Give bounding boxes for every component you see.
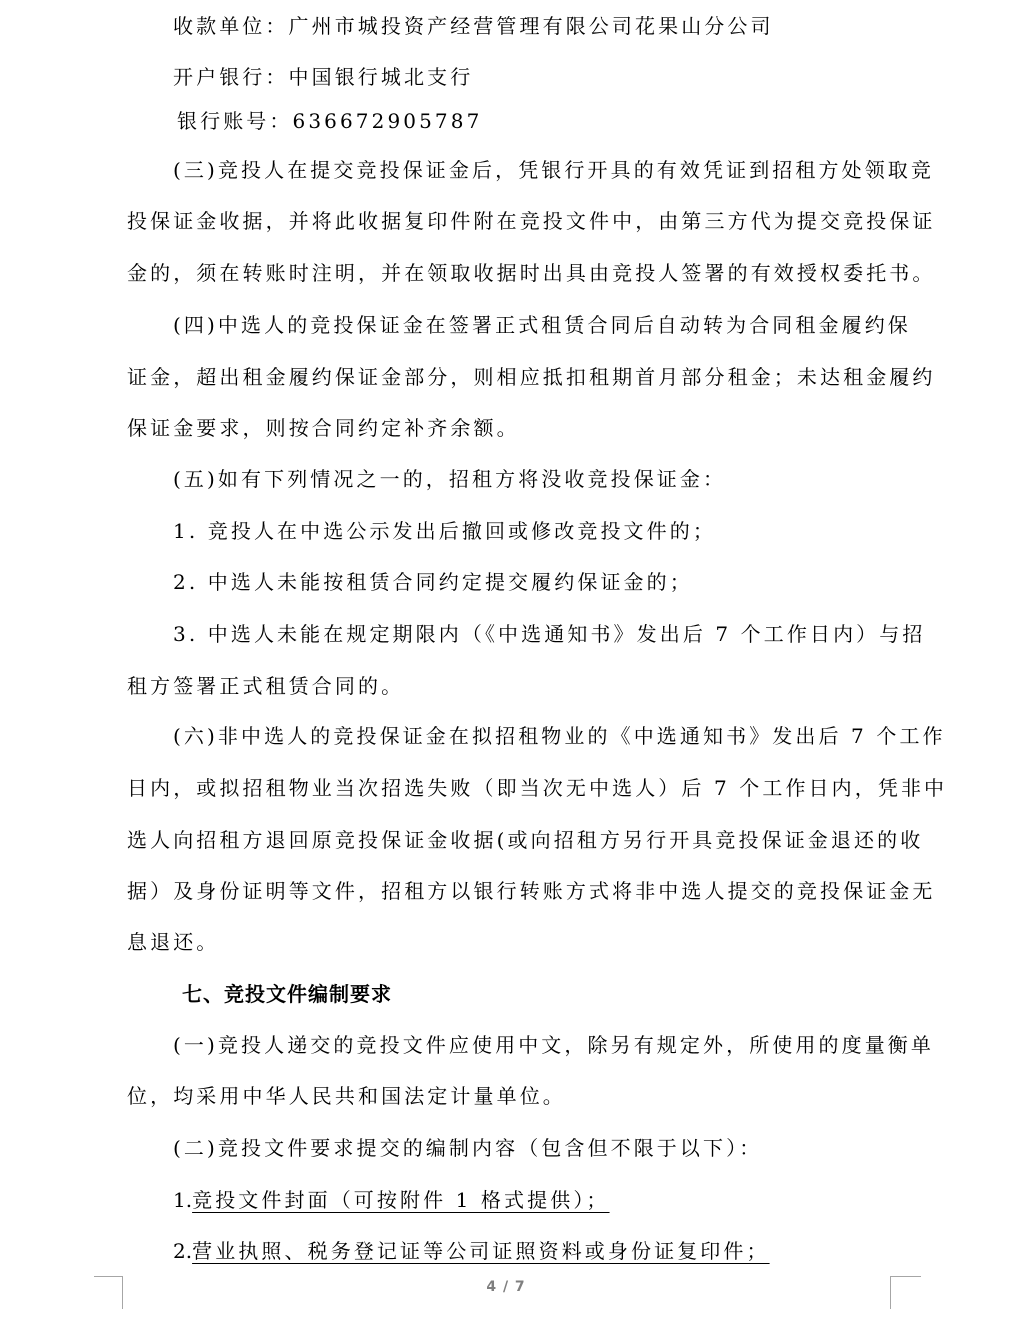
section-6-line-5: 息退还。: [127, 930, 220, 954]
bank-line: 开户银行：中国银行城北支行: [173, 65, 474, 89]
requirement-1-number: 1.: [173, 1188, 193, 1212]
section-6-line-3: 选人向招租方退回原竞投保证金收据(或向招租方另行开具竞投保证金退还的收: [127, 828, 924, 852]
requirement-2-number: 2.: [173, 1239, 193, 1263]
section-7-heading: 七、竞投文件编制要求: [182, 982, 392, 1006]
section-4-line-3: 保证金要求，则按合同约定补齐余额。: [127, 416, 520, 440]
section-7-2-line: (二)竞投文件要求提交的编制内容（包含但不限于以下）：: [173, 1136, 763, 1160]
section-4-line-1: (四)中选人的竞投保证金在签署正式租赁合同后自动转为合同租金履约保: [173, 313, 911, 337]
section-6-line-1: (六)非中选人的竞投保证金在拟招租物业的《中选通知书》发出后 7 个工作: [173, 724, 946, 748]
section-3-line-1: (三)竞投人在提交竞投保证金后，凭银行开具的有效凭证到招租方处领取竞: [173, 158, 935, 182]
payee-line: 收款单位：广州市城投资产经营管理有限公司花果山分公司: [173, 14, 774, 38]
section-3-line-2: 投保证金收据，并将此收据复印件附在竞投文件中，由第三方代为提交竞投保证: [127, 209, 936, 233]
section-6-line-2: 日内，或拟招租物业当次招选失败（即当次无中选人）后 7 个工作日内，凭非中: [127, 776, 948, 800]
section-7-1-line-2: 位，均采用中华人民共和国法定计量单位。: [127, 1084, 566, 1108]
section-3-line-3: 金的，须在转账时注明，并在领取收据时出具由竞投人签署的有效授权委托书。: [127, 261, 936, 285]
forfeit-item-2: 2. 中选人未能按租赁合同约定提交履约保证金的；: [173, 570, 693, 594]
section-6-line-4: 据）及身份证明等文件，招租方以银行转账方式将非中选人提交的竞投保证金无: [127, 879, 936, 903]
requirement-2-text: 营业执照、税务登记证等公司证照资料或身份证复印件；: [192, 1239, 770, 1263]
forfeit-item-1: 1. 竞投人在中选公示发出后撤回或修改竞投文件的；: [173, 519, 716, 543]
page-number: 4 / 7: [486, 1279, 526, 1295]
requirement-item-1: [173, 1187, 888, 1213]
section-7-1-line-1: (一)竞投人递交的竞投文件应使用中文，除另有规定外，所使用的度量衡单: [173, 1033, 935, 1057]
requirement-item-2: [173, 1238, 888, 1264]
section-5-line: (五)如有下列情况之一的，招租方将没收竞投保证金：: [173, 467, 727, 491]
section-4-line-2: 证金，超出租金履约保证金部分，则相应抵扣租期首月部分租金；未达租金履约: [127, 365, 936, 389]
forfeit-item-3-line-1: 3. 中选人未能在规定期限内（《中选通知书》发出后 7 个工作日内）与招: [173, 622, 926, 646]
requirement-1-text: 竞投文件封面（可按附件 1 格式提供）；: [192, 1188, 610, 1212]
account-line: 银行账号：636672905787: [177, 109, 483, 133]
forfeit-item-3-line-2: 租方签署正式租赁合同的。: [127, 674, 405, 698]
